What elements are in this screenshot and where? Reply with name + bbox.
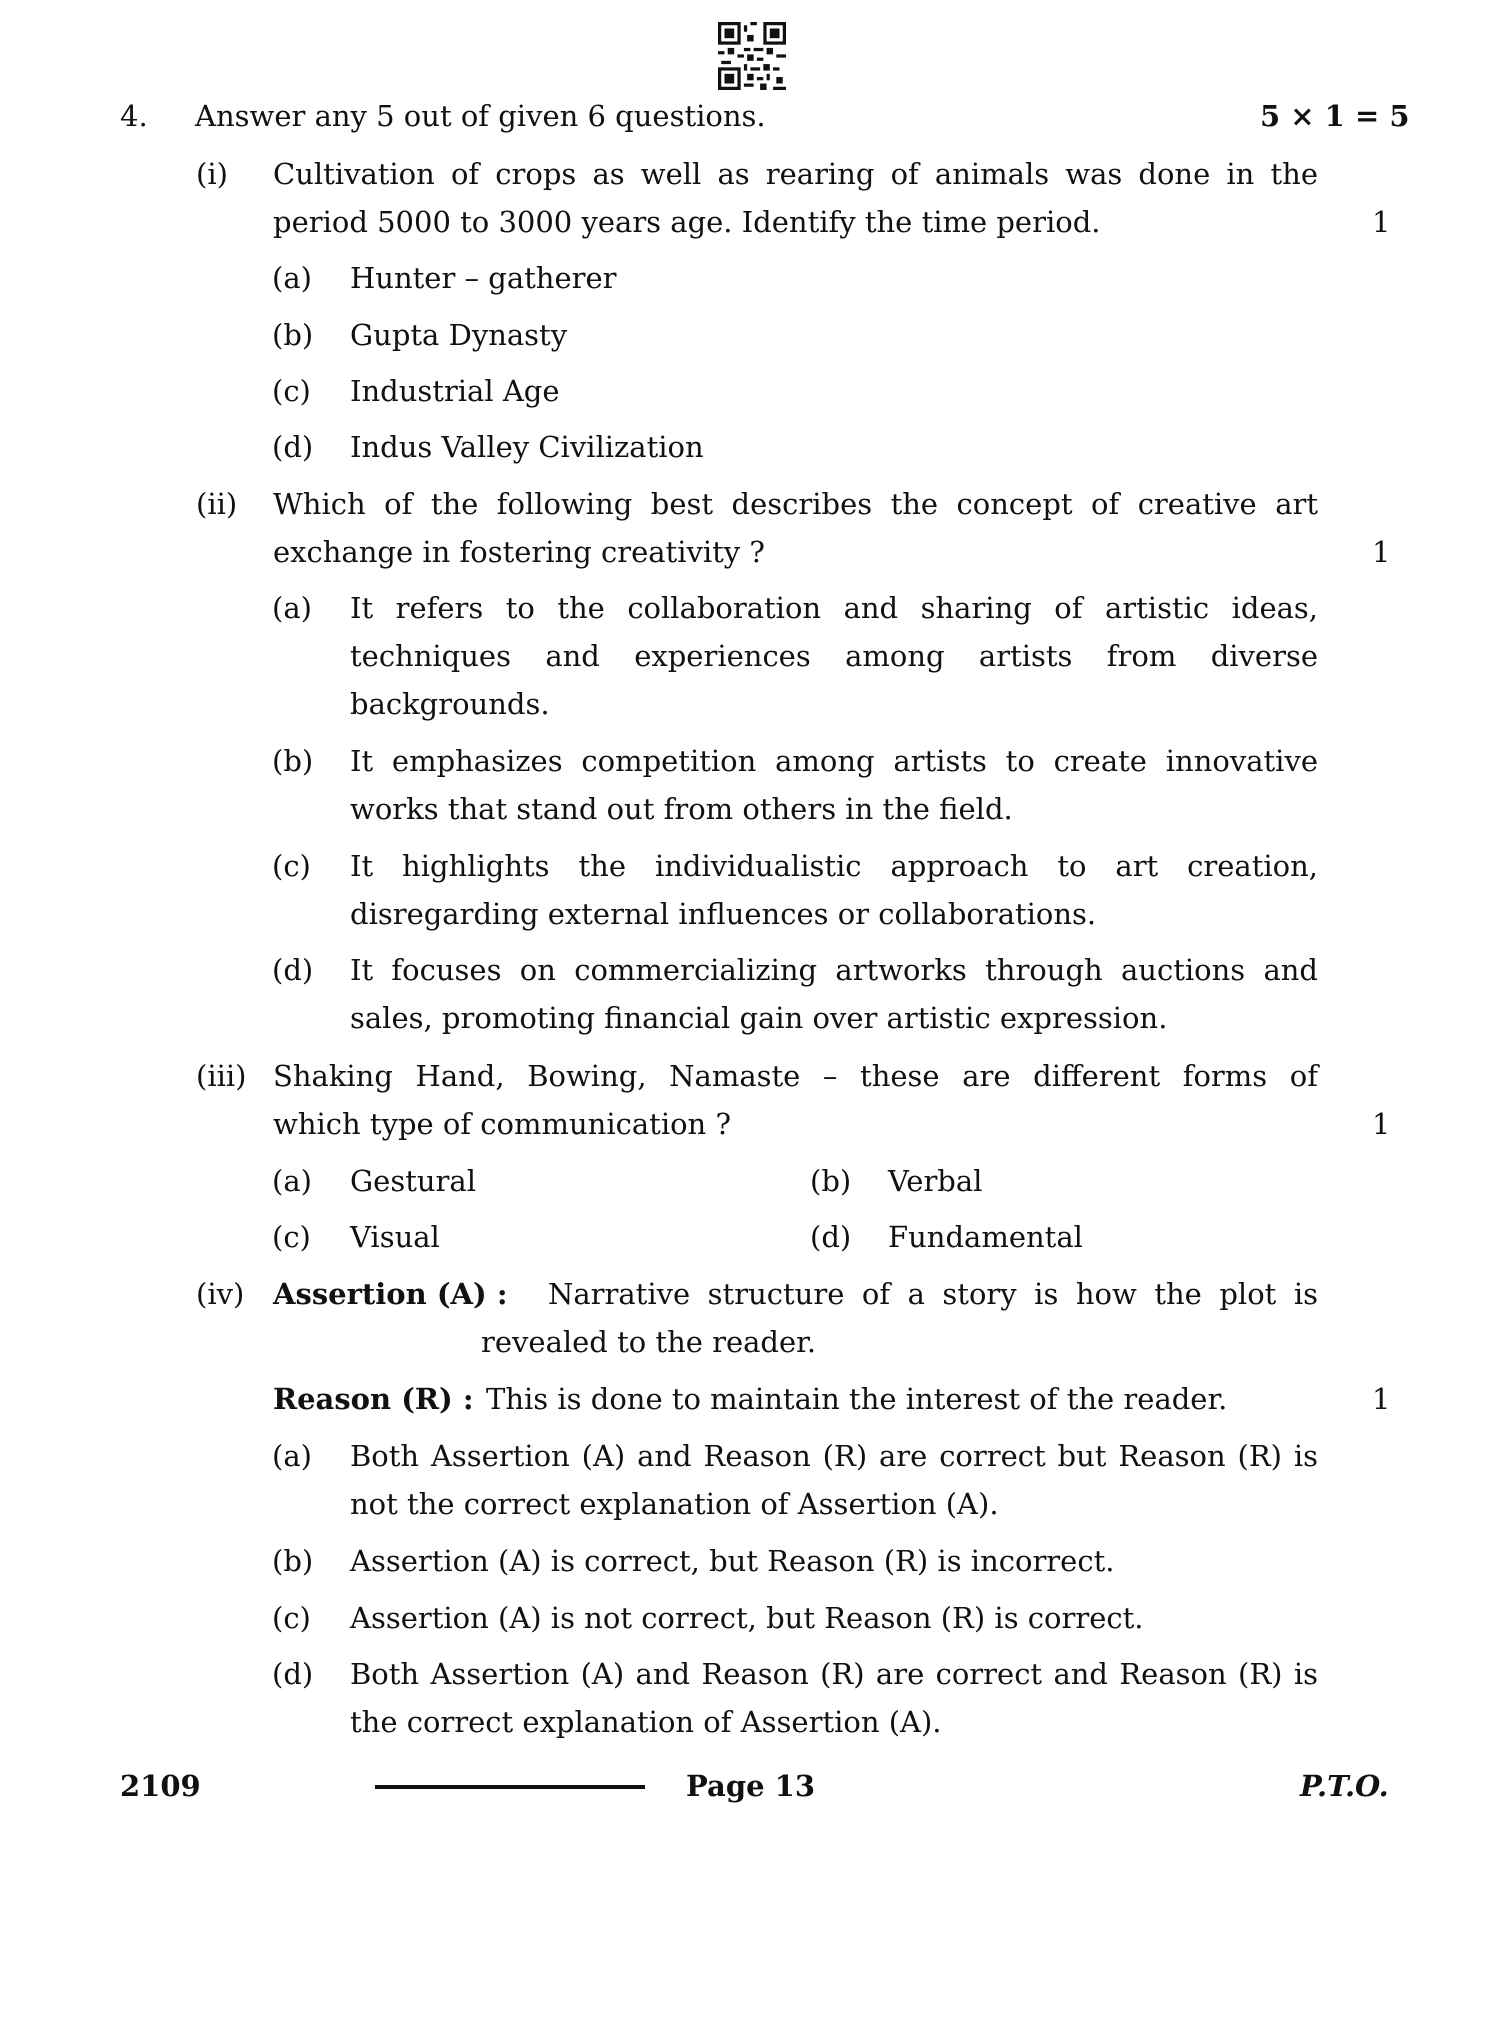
option-label: (b)	[272, 1544, 314, 1578]
option-label: (c)	[272, 1601, 311, 1635]
marks-total: 5 × 1 = 5	[1260, 99, 1410, 133]
reason-label: Reason (R) :	[273, 1382, 474, 1416]
question-text-line: which type of communication ?	[273, 1107, 731, 1141]
option-label: (c)	[272, 1220, 311, 1254]
footer-divider	[375, 1785, 645, 1789]
assertion-text-line: Narrative structure of a story is how the plot is	[548, 1277, 1318, 1311]
question-mark: 1	[1372, 1107, 1391, 1141]
question-mark: 1	[1372, 205, 1391, 239]
option-label: (b)	[272, 744, 314, 778]
option-label: (d)	[810, 1220, 852, 1254]
option-text-line: Assertion (A) is correct, but Reason (R) is incorrect.	[350, 1544, 1115, 1578]
pto-label: P.T.O.	[1300, 1769, 1389, 1803]
option-text-line: sales, promoting financial gain over artistic expression.	[350, 1001, 1168, 1035]
option-text-line: It refers to the collaboration and sharing of artistic ideas,	[350, 591, 1318, 625]
subquestion-number: (iv)	[196, 1277, 245, 1311]
option-label: (d)	[272, 430, 314, 464]
option-text: Gupta Dynasty	[350, 318, 568, 352]
option-label: (d)	[272, 1657, 314, 1691]
option-text: Hunter – gatherer	[350, 261, 617, 295]
assertion-label: Assertion (A) :	[273, 1277, 508, 1311]
option-text: Fundamental	[888, 1220, 1083, 1254]
page-number: Page 13	[686, 1769, 815, 1803]
reason-text: This is done to maintain the interest of the reader.	[486, 1382, 1228, 1416]
option-text: Industrial Age	[350, 374, 560, 408]
option-text-line: Assertion (A) is not correct, but Reason (R) is correct.	[350, 1601, 1144, 1635]
question-mark: 1	[1372, 1382, 1391, 1416]
option-label: (b)	[810, 1164, 852, 1198]
option-text-line: It emphasizes competition among artists to create innovative	[350, 744, 1318, 778]
question-text-line: Cultivation of crops as well as rearing of animals was done in the	[273, 157, 1318, 191]
option-text: Gestural	[350, 1164, 476, 1198]
option-text-line: Both Assertion (A) and Reason (R) are correct but Reason (R) is	[350, 1439, 1318, 1473]
option-text-line: Both Assertion (A) and Reason (R) are correct and Reason (R) is	[350, 1657, 1318, 1691]
question-text-line: period 5000 to 3000 years age. Identify the time period.	[273, 205, 1101, 239]
subquestion-number: (iii)	[196, 1059, 247, 1093]
option-label: (a)	[272, 261, 312, 295]
option-text-line: It focuses on commercializing artworks through auctions and	[350, 953, 1318, 987]
subquestion-number: (i)	[196, 157, 228, 191]
option-text-line: It highlights the individualistic approach to art creation,	[350, 849, 1318, 883]
option-text: Verbal	[888, 1164, 983, 1198]
assertion-text-line: revealed to the reader.	[481, 1325, 817, 1359]
option-text-line: not the correct explanation of Assertion (A).	[350, 1487, 999, 1521]
option-label: (a)	[272, 1164, 312, 1198]
question-instruction: Answer any 5 out of given 6 questions.	[195, 99, 766, 133]
question-number: 4.	[120, 99, 148, 133]
option-text-line: disregarding external influences or collaborations.	[350, 897, 1097, 931]
option-text: Indus Valley Civilization	[350, 430, 704, 464]
option-text-line: techniques and experiences among artists from diverse	[350, 639, 1318, 673]
question-text-line: Shaking Hand, Bowing, Namaste – these are different forms of	[273, 1059, 1318, 1093]
option-text: Visual	[350, 1220, 440, 1254]
option-text-line: the correct explanation of Assertion (A).	[350, 1705, 942, 1739]
option-text-line: backgrounds.	[350, 687, 550, 721]
option-label: (d)	[272, 953, 314, 987]
option-text-line: works that stand out from others in the field.	[350, 792, 1013, 826]
question-text-line: Which of the following best describes the concept of creative art	[273, 487, 1318, 521]
question-mark: 1	[1372, 535, 1391, 569]
question-text-line: exchange in fostering creativity ?	[273, 535, 765, 569]
qr-code-icon	[718, 22, 786, 90]
paper-code: 2109	[120, 1769, 201, 1803]
option-label: (a)	[272, 1439, 312, 1473]
option-label: (c)	[272, 374, 311, 408]
option-label: (b)	[272, 318, 314, 352]
option-label: (c)	[272, 849, 311, 883]
option-label: (a)	[272, 591, 312, 625]
subquestion-number: (ii)	[196, 487, 238, 521]
